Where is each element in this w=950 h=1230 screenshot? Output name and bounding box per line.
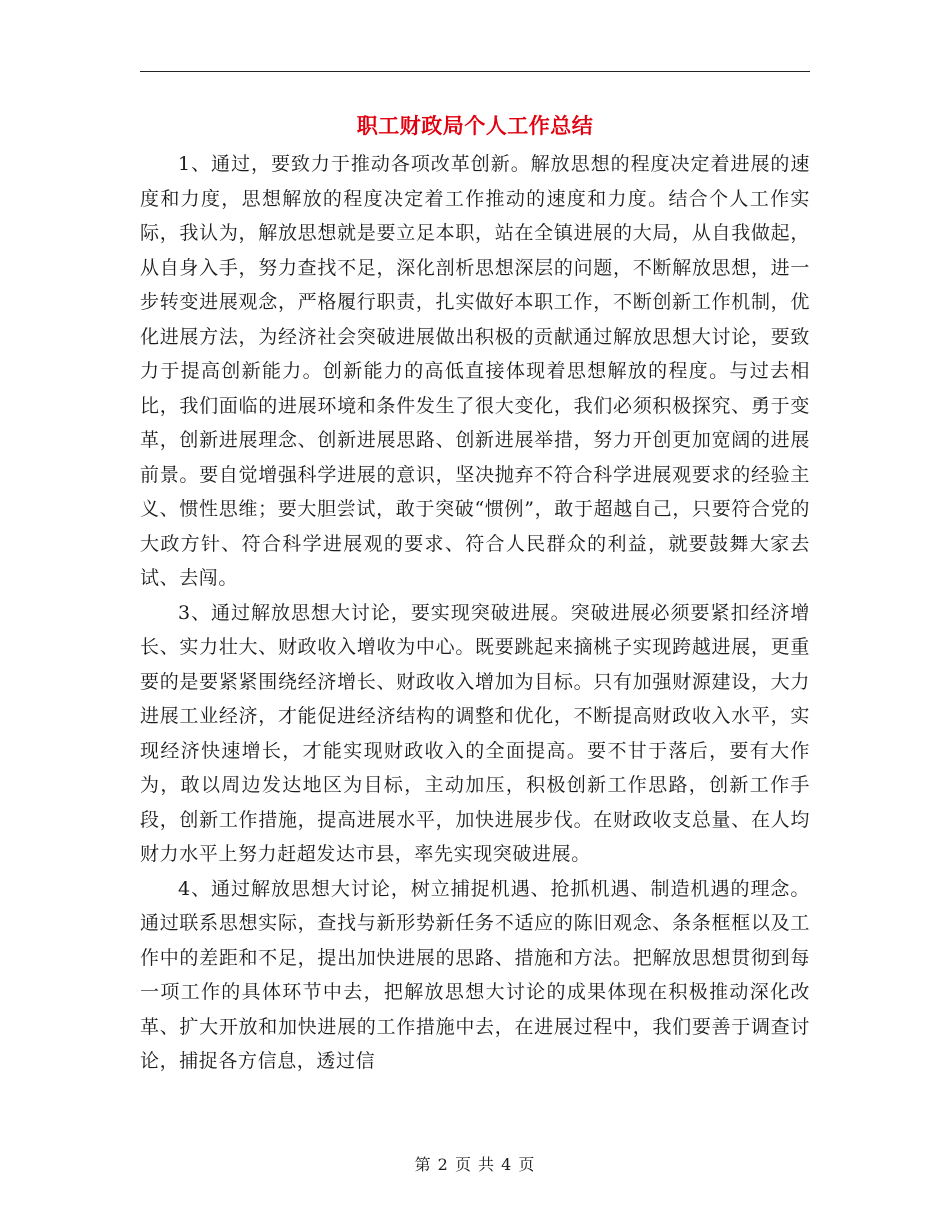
page-number-footer: 第 2 页 共 4 页 (414, 1155, 536, 1174)
header-rule (140, 71, 810, 72)
paragraph-1: 1、通过，要致力于推动各项改革创新。解放思想的程度决定着进展的速度和力度，思想解放的程度决定着工作推动的速度和力度。结合个人工作实际，我认为，解放思想就是要立足本职，站在全镇进展的大局，从自我做起，从自身入手，努力查找不足，深化剖析思想深层的问题，不断解放思想，进一步转变进展观念，严格履行职责，扎实做好本职工作，不断创新工作机制，优化进展方法，为经济社会突破进展做出积极的贡献通过解放思想大讨论，要致力于提高创新能力。创新能力的高低直接体现着思想解放的程度。与过去相比，我们面临的进展环境和条件发生了很大变化，我们必须积极探究、勇于变革，创新进展理念、创新进展思路、创新进展举措，努力开创更加宽阔的进展前景。要自觉增强科学进展的意识，坚决抛弃不符合科学进展观要求的经验主义、惯性思维；要大胆尝试，敢于突破“惯例”，敢于超越自己，只要符合党的大政方针、符合科学进展观的要求、符合人民群众的利益，就要鼓舞大家去试、去闯。 (140, 153, 810, 589)
document-body (140, 147, 810, 1079)
paragraph-3: 3、通过解放思想大讨论，要实现突破进展。突破进展必须要紧扣经济增长、实力壮大、财政收入增收为中心。既要跳起来摘桃子实现跨越进展，更重要的是要紧紧围绕经济增长、财政收入增加为目标。只有加强财源建设，大力进展工业经济，才能促进经济结构的调整和优化，不断提高财政收入水平，实现经济快速增长，才能实现财政收入的全面提高。要不甘于落后，要有大作为，敢以周边发达地区为目标，主动加压，积极创新工作思路，创新工作手段，创新工作措施，提高进展水平，加快进展步伐。在财政收支总量、在人均财力水平上努力赶超发达市县，率先实现突破进展。 (140, 601, 810, 865)
paragraph-4: 4、通过解放思想大讨论，树立捕捉机遇、抢抓机遇、制造机遇的理念。通过联系思想实际，查找与新形势新任务不适应的陈旧观念、条条框框以及工作中的差距和不足，提出加快进展的思路、措施和方法。把解放思想贯彻到每一项工作的具体环节中去，把解放思想大讨论的成果体现在积极推动深化改革、扩大开放和加快进展的工作措施中去，在进展过程中，我们要善于调查讨论，捕捉各方信息，透过信 (140, 877, 810, 1072)
document-title: 职工财政局个人工作总结 (356, 113, 594, 138)
